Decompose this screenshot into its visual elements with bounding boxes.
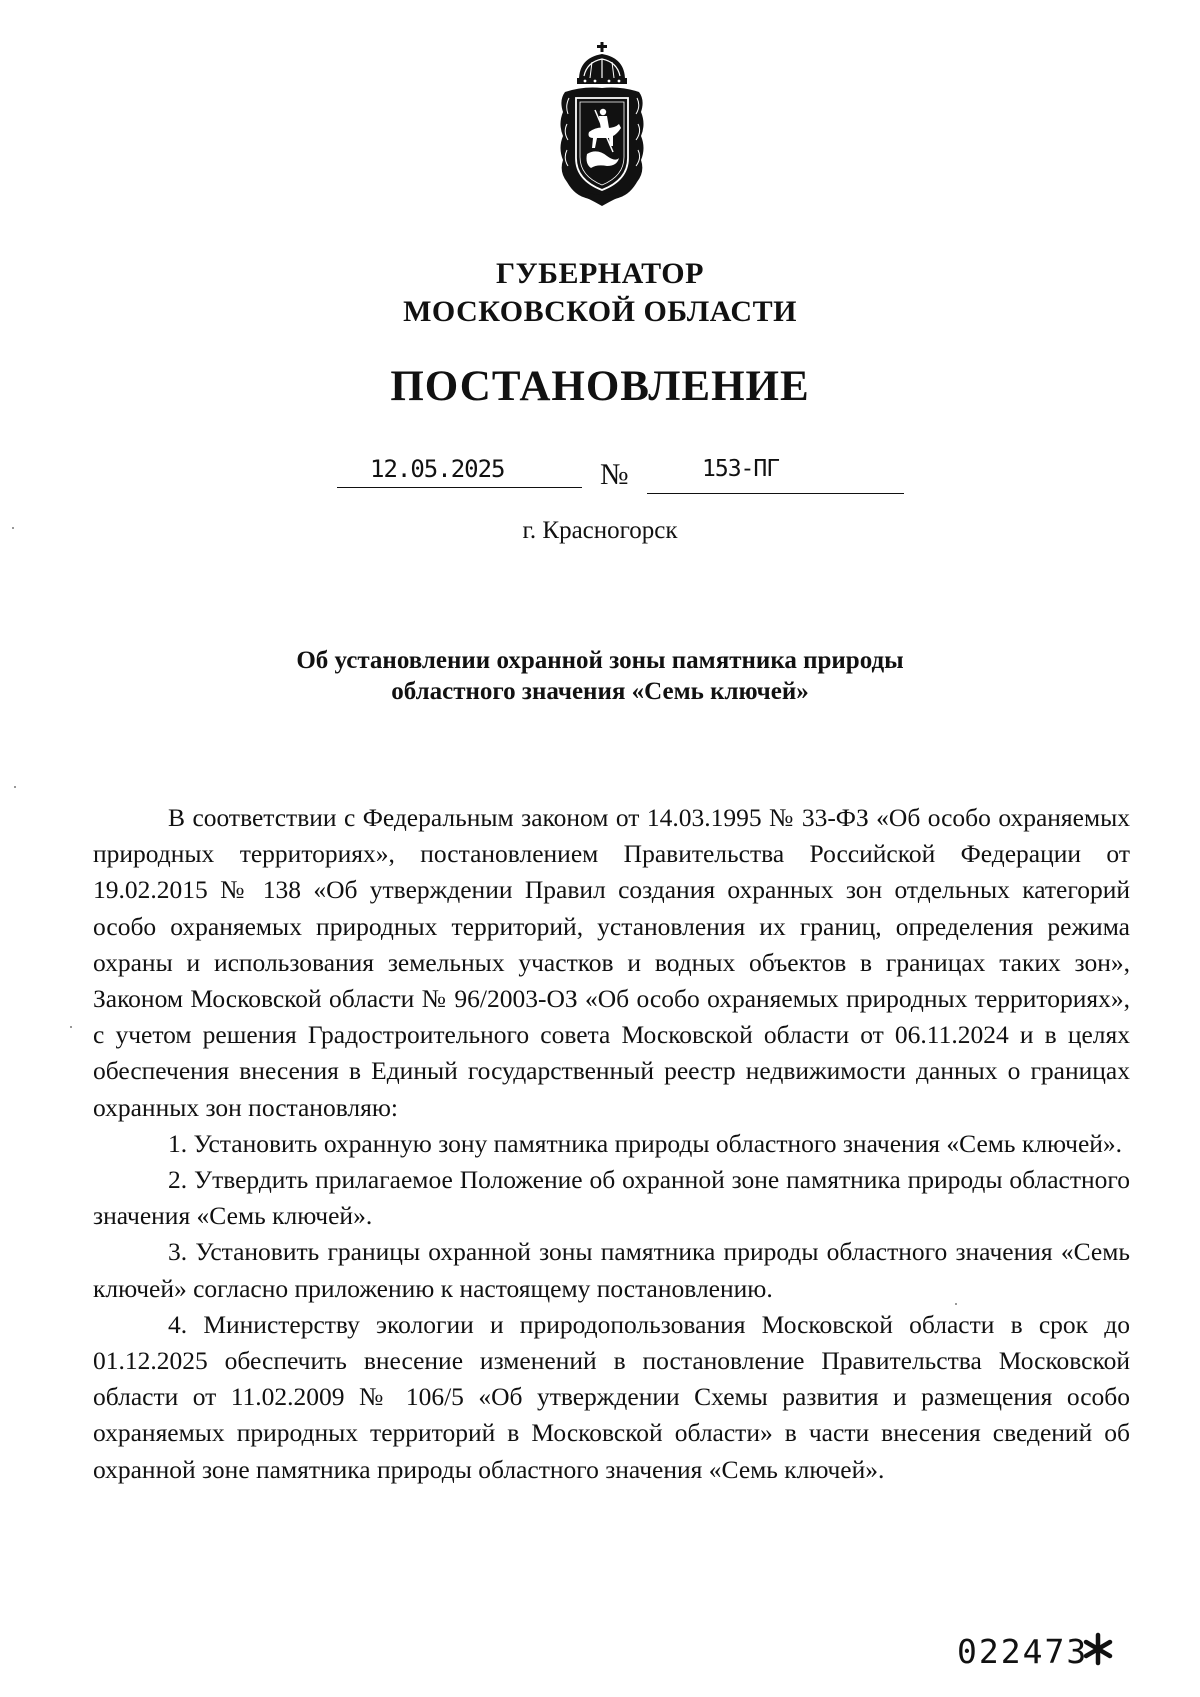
preamble-paragraph: В соответствии с Федеральным законом от 14.03.1995 № 33-ФЗ «Об особо охраняемых природных территориях», постановлением Правительства Российской Федерации от 19.02.2015 № 138 «Об утверждении Правил создания охранных зон отдельных категорий особо охраняемых природных территорий, установления их границ, определения режима охраны и использования земельных участков и водных объектов в границах таких зон», Законом Московской области № 96/2003-ОЗ «Об особо охраняемых природных территориях», с учетом решения Градостроительного совета Московской области от 06.11.2024 и в целях обеспечения внесения в Единый государственный реестр недвижимости данных о границах охранных зон постановляю: xyxy=(93,803,1130,1122)
place-of-issue: г. Красногорск xyxy=(522,517,678,544)
form-number: 022473 xyxy=(957,1632,1089,1671)
document-title-line-1: Об установлении охранной зоны памятника природы xyxy=(296,647,904,674)
authority-line-1: ГУБЕРНАТОР xyxy=(496,257,704,290)
scan-speck xyxy=(70,1026,72,1028)
scan-speck xyxy=(12,527,14,529)
list-item: 2. Утвердить прилагаемое Положение об охранной зоне памятника природы областного значения «Семь ключей». xyxy=(93,1165,1130,1231)
document-title-line-2: областного значения «Семь ключей» xyxy=(391,678,809,705)
authority-line-2: МОСКОВСКОЙ ОБЛАСТИ xyxy=(403,295,797,328)
scan-speck xyxy=(955,1303,957,1305)
list-item: 1. Установить охранную зону памятника природы областного значения «Семь ключей». xyxy=(168,1128,1123,1158)
date-underline xyxy=(337,487,582,488)
coat-of-arms-icon xyxy=(557,40,647,210)
list-item: 4. Министерству экологии и природопользования Московской области в срок до 01.12.2025 обеспечить внесение изменений в постановление Правительства Московской области от 11.02.2009 № 106/5 «Об утверждении Схемы развития и размещения особо охраняемых природных территорий в Московской области» в части внесения сведений об охранной зоне памятника природы областного значения «Семь ключей». xyxy=(93,1309,1130,1484)
document-body xyxy=(93,800,1130,1488)
list-item: 3. Установить границы охранной зоны памятника природы областного значения «Семь ключей» согласно приложению к настоящему постановлению. xyxy=(93,1237,1130,1303)
asterisk-icon xyxy=(1082,1632,1114,1666)
document-number: 153-ПГ xyxy=(702,456,780,482)
number-underline xyxy=(647,493,904,494)
document-date: 12.05.2025 xyxy=(370,455,505,483)
document-type: ПОСТАНОВЛЕНИЕ xyxy=(390,363,810,410)
number-sign: № xyxy=(600,458,629,491)
scan-speck xyxy=(14,786,16,788)
